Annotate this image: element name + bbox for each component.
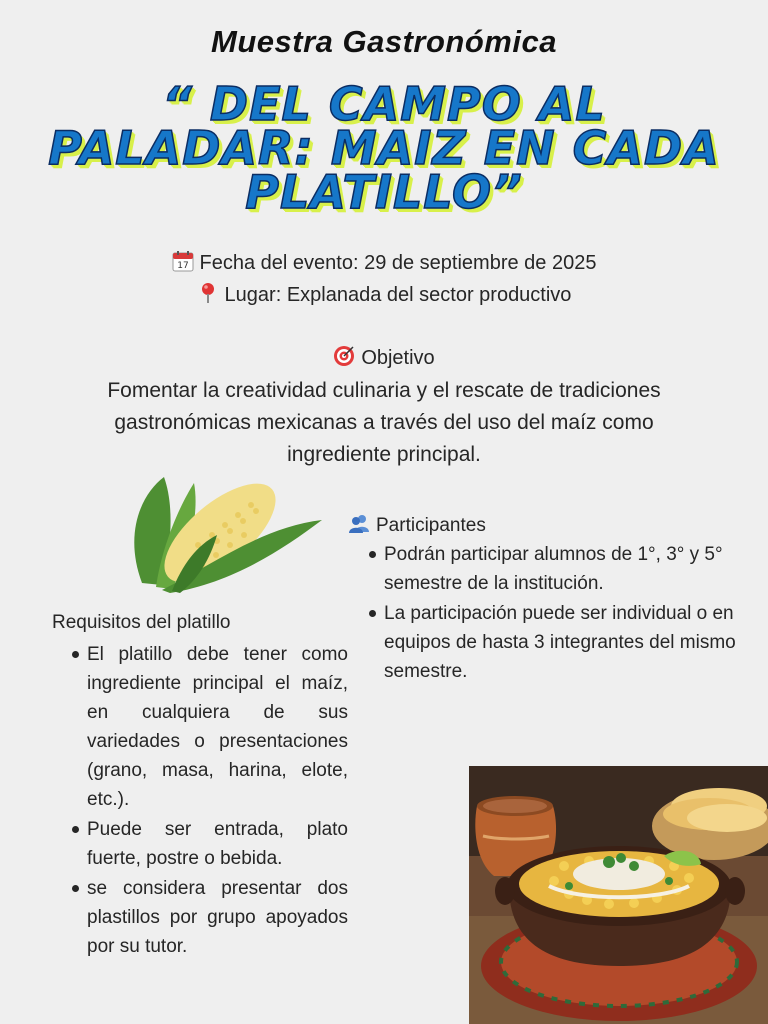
target-icon [333, 345, 355, 367]
objective-text: Fomentar la creatividad culinaria y el rescate de tradiciones gastronómicas mexicanas a través del uso del maíz como ingrediente principal. [107, 379, 661, 466]
event-place-text: Lugar: Explanada del sector productivo [224, 284, 572, 306]
objective-title: Objetivo [361, 347, 435, 369]
participants-list [384, 540, 759, 687]
requirements-heading: Requisitos del platillo [52, 612, 231, 633]
event-place [0, 282, 768, 307]
list-item: se considera presentar dos plastillos por grupo apoyados por su tutor. [87, 874, 348, 961]
list-item: La participación puede ser individual o en equipos de hasta 3 integrantes del mismo semestre. [384, 599, 759, 686]
list-item: Puede ser entrada, plato fuerte, postre o bebida. [87, 815, 348, 873]
pre-title: Muestra Gastronómica [211, 24, 557, 59]
event-date [0, 250, 768, 275]
main-title [0, 77, 768, 219]
corn-dish-photo [469, 766, 768, 1024]
requirements-list [87, 640, 348, 962]
event-date-text: Fecha del evento: 29 de septiembre de 2025 [199, 252, 597, 274]
corn-illustration [122, 465, 332, 595]
main-title-line-2: PALADAR: MAIZ EN CADA [48, 121, 720, 175]
objective-heading [0, 345, 768, 370]
list-item: Podrán participar alumnos de 1°, 3° y 5° semestre de la institución. [384, 540, 759, 598]
main-title-line-1: “ DEL CAMPO AL [162, 77, 606, 131]
calendar-icon [172, 250, 194, 272]
svg-text:17: 17 [176, 261, 189, 271]
pin-icon [197, 282, 219, 304]
people-icon [348, 512, 370, 534]
participants-heading [348, 512, 486, 537]
list-item: El platillo debe tener como ingrediente principal el maíz, en cualquiera de sus variedades o presentaciones (grano, masa, harina, elote, etc.). [87, 640, 348, 814]
participants-title: Participantes [376, 515, 486, 536]
main-title-line-3: PLATILLO” [245, 165, 523, 219]
